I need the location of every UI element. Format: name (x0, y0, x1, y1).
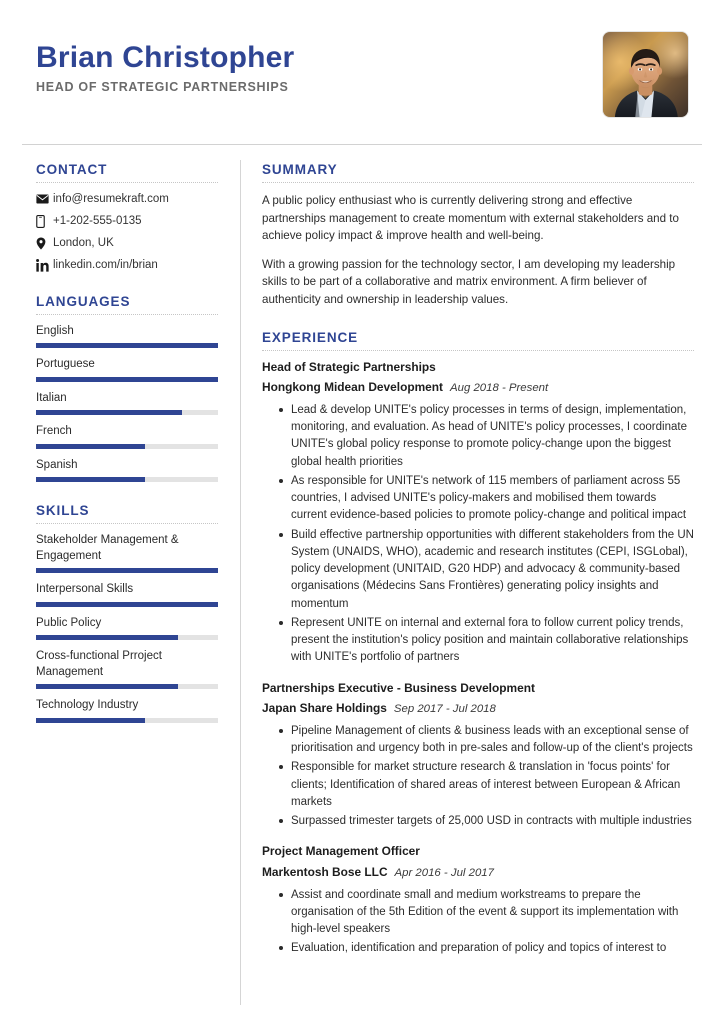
sidebar (0, 144, 240, 979)
job-company: Hongkong Midean Development (262, 380, 444, 395)
job-title: Head of Strategic Partnerships (262, 359, 436, 374)
job-bullets (262, 402, 694, 667)
section-rule (262, 182, 694, 183)
envelope-icon (36, 194, 53, 204)
job-bullets (262, 887, 694, 958)
list-item: Lead & develop UNITE's policy processes in terms of design, implementation, monitoring, and evaluation. As head of UNITE's policy processes, I coordinate UNITE's global policy response to promote policy-change upon the biggest global health priorities (279, 402, 694, 471)
job-meta (262, 862, 694, 883)
section-title-experience: EXPERIENCE (262, 329, 359, 345)
language-label: French (36, 425, 72, 438)
job-meta (262, 698, 694, 719)
list-item (36, 616, 218, 641)
profile-photo-image (603, 32, 688, 117)
column-divider (240, 160, 241, 1005)
list-item: Responsible for market structure research & translation in 'focus points' for clients; Identification of shared areas of interest between European & African markets (279, 759, 694, 811)
skill-list (36, 533, 218, 723)
location-pin-icon (36, 237, 53, 250)
section-rule (262, 350, 694, 351)
job-meta (262, 377, 694, 398)
contact-value-email: info@resumekraft.com (53, 193, 169, 205)
section-title-summary: SUMMARY (262, 162, 338, 177)
list-item (36, 324, 218, 349)
language-meter-fill (36, 410, 182, 415)
skill-label: Technology Industry (36, 699, 139, 712)
list-item (36, 357, 218, 382)
language-label: Spanish (36, 458, 78, 471)
resume-header (0, 0, 724, 144)
skill-label: Public Policy (36, 616, 102, 629)
list-item: Pipeline Management of clients & business leads with an exceptional sense of prioritisation and urgency both in pre-sales and follow-up of the client's projects (279, 723, 694, 758)
language-meter-fill (36, 343, 218, 348)
language-meter (36, 477, 218, 482)
resume-body (0, 144, 724, 979)
section-rule (36, 182, 218, 183)
language-label: Italian (36, 391, 67, 404)
contact-value-location: London, UK (53, 236, 114, 249)
candidate-name: Brian Christopher (36, 41, 295, 74)
skill-label: Cross-functional Prroject Management (36, 650, 162, 678)
language-label: English (36, 324, 74, 337)
section-experience (262, 330, 694, 958)
list-item (36, 649, 218, 689)
skill-meter (36, 635, 218, 640)
list-item: Evaluation, identification and preparation of policy and topics of interest to (279, 940, 694, 957)
skill-meter-fill (36, 602, 218, 607)
job-dates: Aug 2018 - Present (450, 382, 549, 395)
skill-label: Interpersonal Skills (36, 583, 134, 596)
language-meter-fill (36, 377, 218, 382)
job-dates: Sep 2017 - Jul 2018 (393, 703, 496, 716)
job-company: Japan Share Holdings (262, 701, 387, 716)
list-item: Surpassed trimester targets of 25,000 USD in contracts with multiple industries (279, 813, 694, 830)
language-meter-fill (36, 444, 145, 449)
language-meter (36, 343, 218, 348)
experience-entry (262, 681, 694, 831)
list-item: As responsible for UNITE's network of 115 members of parliament across 55 countries, I advised UNITE's policy-makers and mobilised them towards current evidence-based policies to promote policy-change and political impact (279, 473, 694, 525)
job-dates: Apr 2016 - Jul 2017 (394, 866, 494, 879)
job-title: Partnerships Executive - Business Development (262, 680, 535, 695)
section-contact (36, 162, 218, 273)
summary-paragraph: A public policy enthusiast who is currently delivering strong and effective partnerships management to create momentum with external stakeholders and to achieve policy impact & improve health and well-being. (262, 194, 679, 243)
section-rule (36, 314, 218, 315)
section-languages (36, 294, 218, 483)
job-company: Markentosh Bose LLC (262, 864, 388, 879)
list-item (36, 582, 218, 607)
skill-meter (36, 568, 218, 573)
section-title-skills: SKILLS (36, 503, 90, 519)
list-item (36, 533, 218, 573)
list-item: Assist and coordinate small and medium workstreams to prepare the organisation of the 5th Edition of the event & support its implementation with high-level speakers (279, 887, 694, 939)
experience-entry (262, 360, 694, 667)
skill-label: Stakeholder Management & Engagement (36, 534, 179, 562)
language-meter-fill (36, 477, 145, 482)
language-list (36, 324, 218, 483)
main-content (240, 144, 724, 979)
section-title-contact: CONTACT (36, 162, 108, 177)
section-skills (36, 503, 218, 723)
contact-item-email[interactable] (36, 192, 218, 207)
contact-item-linkedin[interactable] (36, 258, 218, 273)
list-item (36, 424, 218, 449)
list-item: Build effective partnership opportunities with different stakeholders from the UN System (UNAIDS, WHO), academic and research institutes (CEPI, ISGLobal), policy development (UNITAID, G20 HDP) and advocacy & community-based organisations (Médecins Sans Frontières) generating policy insights and momentum (279, 527, 694, 613)
language-meter (36, 444, 218, 449)
contact-item-phone[interactable] (36, 214, 218, 229)
list-item: Represent UNITE on internal and external fora to follow current policy trends, present the institution's policy position and maintain collaborative relationships with UNITE's portfolio of partners (279, 615, 694, 667)
skill-meter (36, 684, 218, 689)
list-item (36, 458, 218, 483)
skill-meter (36, 718, 218, 723)
job-bullets (262, 723, 694, 831)
contact-value-phone: +1-202-555-0135 (53, 214, 142, 227)
skill-meter-fill (36, 718, 145, 723)
experience-entry (262, 844, 694, 957)
section-rule (36, 523, 218, 524)
skill-meter-fill (36, 635, 178, 640)
contact-value-linkedin: linkedin.com/in/brian (53, 258, 158, 271)
linkedin-icon (36, 259, 53, 272)
skill-meter-fill (36, 568, 218, 573)
profile-photo (603, 32, 688, 117)
job-title: Project Management Officer (262, 844, 420, 859)
language-meter (36, 377, 218, 382)
list-item (36, 698, 218, 723)
header-identity (36, 30, 294, 94)
mobile-phone-icon (36, 215, 53, 228)
skill-meter-fill (36, 684, 178, 689)
section-summary (262, 162, 694, 309)
language-label: Portuguese (36, 358, 95, 371)
summary-paragraph: With a growing passion for the technology sector, I am developing my leadership skills to be part of a collaborative and matrix environment. A firm believer of authenticity and ownership in leadership values. (262, 257, 676, 307)
section-title-languages: LANGUAGES (36, 293, 131, 309)
candidate-role: HEAD OF STRATEGIC PARTNERSHIPS (36, 79, 289, 94)
list-item (36, 391, 218, 416)
skill-meter (36, 602, 218, 607)
language-meter (36, 410, 218, 415)
contact-item-location[interactable] (36, 236, 218, 251)
